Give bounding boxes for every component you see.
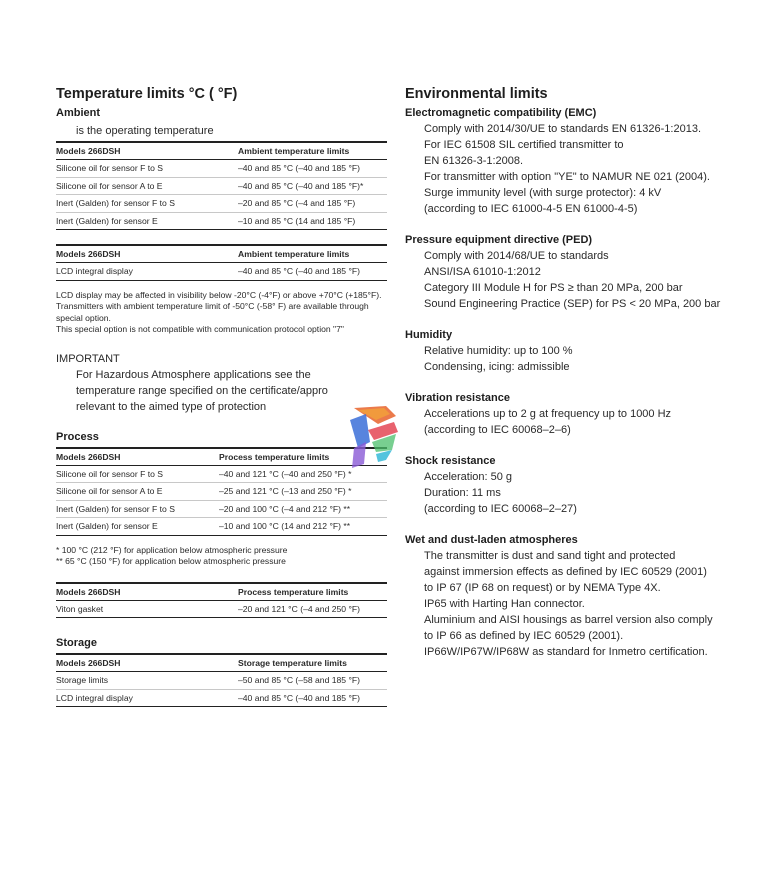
wet-section: [405, 533, 750, 660]
table-header: Storage temperature limits: [238, 654, 387, 672]
table-row: [56, 177, 387, 195]
table-cell: Silicone oil for sensor A to E: [56, 177, 238, 195]
table-cell: Inert (Galden) for sensor E: [56, 212, 238, 230]
ped-line: Category III Module H for PS ≥ than 20 MPa, 200 bar: [424, 282, 683, 294]
table-cell: LCD integral display: [56, 263, 238, 281]
table-row: [56, 160, 387, 178]
table-cell: Viton gasket: [56, 600, 238, 618]
table-cell: –25 and 121 °C (–13 and 250 °F) *: [219, 483, 387, 501]
table-cell: –10 and 100 °C (14 and 212 °F) **: [219, 518, 387, 536]
note: * 100 °C (212 °F) for application below atmospheric pressure: [56, 544, 288, 555]
vibration-section: [405, 391, 750, 438]
wet-line: to IP 67 (IP 68 on request) or by NEMA Type 4X.: [424, 582, 661, 594]
ambient-notes: [56, 290, 387, 336]
table-header: Process temperature limits: [219, 448, 387, 466]
table-row: [56, 263, 387, 281]
wet-line: IP66W/IP67W/IP68W as standard for Inmetro certification.: [424, 646, 708, 658]
table-cell: Inert (Galden) for sensor E: [56, 518, 219, 536]
process-notes: [56, 545, 387, 568]
table-header: Models 266DSH: [56, 448, 219, 466]
ped-line: ANSI/ISA 61010-1:2012: [424, 266, 541, 278]
table-row: [56, 672, 387, 690]
storage-heading: Storage: [56, 637, 97, 649]
process-heading: Process: [56, 430, 99, 443]
table-cell: –50 and 85 °C (–58 and 185 °F): [238, 672, 387, 690]
right-column: [405, 86, 750, 660]
table-cell: –10 and 85 °C (14 and 185 °F): [238, 212, 387, 230]
ped-heading: Pressure equipment directive (PED): [405, 234, 593, 246]
table-cell: Silicone oil for sensor A to E: [56, 483, 219, 501]
note: ** 65 °C (150 °F) for application below atmospheric pressure: [56, 556, 286, 566]
environmental-limits-title: Environmental limits: [405, 86, 548, 102]
table-cell: –20 and 121 °C (–4 and 250 °F): [238, 600, 387, 618]
important-line: relevant to the aimed type of protection: [76, 400, 267, 413]
watermark-logo: [336, 402, 402, 474]
shock-line: Duration: 11 ms: [424, 487, 501, 499]
table-row: [56, 600, 387, 618]
ambient-heading: Ambient: [56, 107, 100, 119]
table-header: Ambient temperature limits: [238, 245, 387, 263]
table-row: [56, 195, 387, 213]
table-cell: Silicone oil for sensor F to S: [56, 160, 238, 178]
emc-line: EN 61326-3-1:2008.: [424, 155, 524, 167]
table-header: Models 266DSH: [56, 583, 238, 601]
table-cell: Inert (Galden) for sensor F to S: [56, 195, 238, 213]
important-heading: IMPORTANT: [56, 352, 120, 365]
table-cell: –40 and 85 °C (–40 and 185 °F)*: [238, 177, 387, 195]
shock-line: (according to IEC 60068–2–27): [424, 503, 577, 515]
table-cell: –40 and 85 °C (–40 and 185 °F): [238, 160, 387, 178]
humidity-line: Condensing, icing: admissible: [424, 361, 570, 373]
storage-table: [56, 653, 387, 707]
table-cell: –20 and 85 °C (–4 and 185 °F): [238, 195, 387, 213]
shock-line: Acceleration: 50 g: [424, 471, 513, 483]
note: This special option is not compatible with communication protocol option "7": [56, 324, 344, 334]
left-column: [56, 86, 387, 707]
table-row: [56, 212, 387, 230]
table-header: Models 266DSH: [56, 142, 238, 160]
note: Transmitters with ambient temperature limit of -50°C (-58° F) are available through special option.: [56, 301, 369, 323]
vibration-line: (according to IEC 60068–2–6): [424, 424, 571, 436]
ped-section: [405, 233, 750, 312]
vibration-line: Accelerations up to 2 g at frequency up to 1000 Hz: [424, 408, 672, 420]
emc-heading: Electromagnetic compatibility (EMC): [405, 107, 597, 119]
wet-line: IP65 with Harting Han connector.: [424, 598, 585, 610]
emc-line: Surge immunity level (with surge protector): 4 kV: [424, 187, 662, 199]
table-cell: Silicone oil for sensor F to S: [56, 465, 219, 483]
gasket-table: [56, 582, 387, 619]
wet-line: Aluminium and AISI housings as barrel version also comply: [424, 614, 713, 626]
table-cell: Storage limits: [56, 672, 238, 690]
ambient-table: [56, 141, 387, 230]
table-cell: Inert (Galden) for sensor F to S: [56, 500, 219, 518]
table-cell: –40 and 121 °C (–40 and 250 °F) *: [219, 465, 387, 483]
wet-heading: Wet and dust-laden atmospheres: [405, 534, 578, 546]
table-row: [56, 500, 387, 518]
wet-line: against immersion effects as defined by IEC 60529 (2001): [424, 566, 707, 578]
humidity-line: Relative humidity: up to 100 %: [424, 345, 573, 357]
table-row: [56, 483, 387, 501]
table-row: [56, 689, 387, 707]
table-header: Process temperature limits: [238, 583, 387, 601]
emc-line: Comply with 2014/30/UE to standards EN 61326-1:2013.: [424, 123, 701, 135]
important-line: temperature range specified on the certificate/appro: [76, 384, 328, 397]
table-row: [56, 518, 387, 536]
ped-line: Sound Engineering Practice (SEP) for PS < 20 MPa, 200 bar: [424, 298, 721, 310]
note: LCD display may be affected in visibility below -20°C (-4°F) or above +70°C (+185°F).: [56, 289, 382, 300]
humidity-heading: Humidity: [405, 329, 453, 341]
emc-line: (according to IEC 61000-4-5 EN 61000-4-5): [424, 203, 638, 215]
ambient-subtitle: is the operating temperature: [76, 125, 214, 137]
table-cell: –20 and 100 °C (–4 and 212 °F) **: [219, 500, 387, 518]
table-header: Models 266DSH: [56, 245, 238, 263]
table-header: Models 266DSH: [56, 654, 238, 672]
emc-section: [405, 106, 750, 217]
humidity-section: [405, 328, 750, 375]
shock-heading: Shock resistance: [405, 455, 496, 467]
wet-line: to IP 66 as defined by IEC 60529 (2001).: [424, 630, 624, 642]
table-header: Ambient temperature limits: [238, 142, 387, 160]
lcd-ambient-table: [56, 244, 387, 281]
important-line: For Hazardous Atmosphere applications see the: [76, 368, 311, 381]
table-cell: LCD integral display: [56, 689, 238, 707]
shock-section: [405, 454, 750, 517]
emc-line: For IEC 61508 SIL certified transmitter to: [424, 139, 624, 151]
emc-line: For transmitter with option "YE" to NAMUR NE 021 (2004).: [424, 171, 710, 183]
temperature-limits-title: Temperature limits °C ( °F): [56, 86, 238, 102]
table-cell: –40 and 85 °C (–40 and 185 °F): [238, 263, 387, 281]
wet-line: The transmitter is dust and sand tight and protected: [424, 550, 676, 562]
vibration-heading: Vibration resistance: [405, 392, 510, 404]
table-cell: –40 and 85 °C (–40 and 185 °F): [238, 689, 387, 707]
ped-line: Comply with 2014/68/UE to standards: [424, 250, 609, 262]
